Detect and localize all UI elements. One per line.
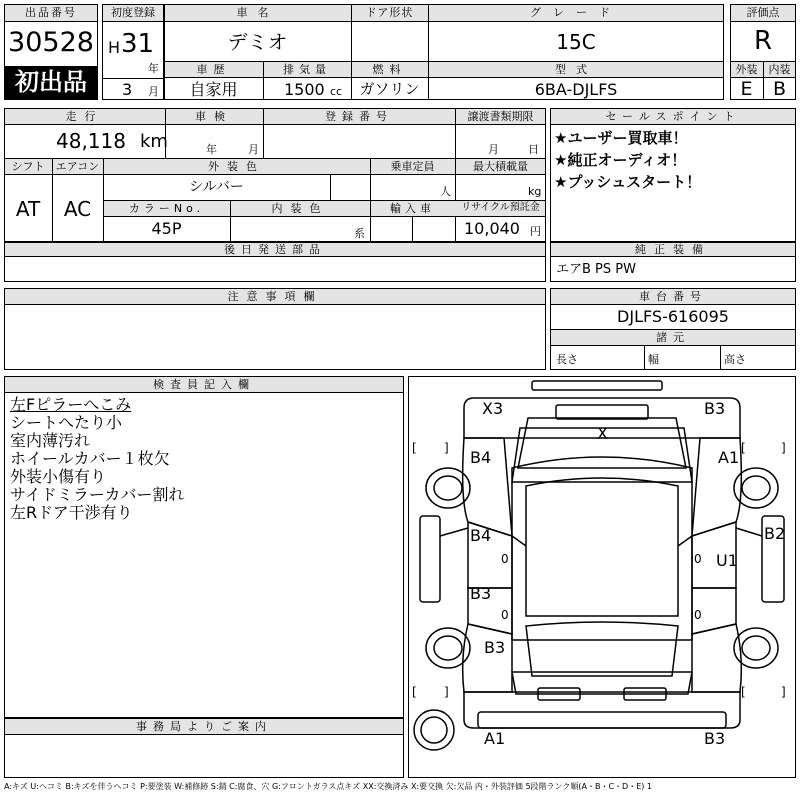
inspector-line: 左Fピラーへこみ	[10, 395, 132, 414]
front-bumper-strip	[532, 381, 662, 390]
lot-number-label: 出品番号	[25, 6, 77, 19]
sales-point: ★純正オーディオ！	[554, 151, 687, 169]
divider	[644, 346, 645, 370]
inspection-month-unit: 月	[248, 143, 259, 156]
exterior-grade: E	[740, 78, 753, 100]
inspector-line: 左Rドア干渉有り	[10, 503, 133, 522]
score-label: 評価点	[746, 6, 780, 19]
era: H	[108, 38, 121, 57]
mark-right-mirror: B2	[764, 524, 786, 543]
reg-number-label: 登録番号	[325, 110, 393, 123]
displacement: 1500	[284, 80, 325, 99]
recycle-fee-unit: 円	[530, 225, 541, 238]
later-parts-label: 後日発送部品	[224, 243, 326, 256]
grade-label: グレード	[530, 6, 622, 19]
divider	[102, 78, 164, 79]
ac: AC	[63, 197, 92, 221]
passengers-unit: 人	[440, 185, 451, 198]
grade: 15C	[556, 30, 596, 54]
bracket-open: [	[412, 441, 417, 455]
mark-rear-right: B3	[704, 729, 726, 748]
zero-mark: 0	[501, 608, 509, 622]
door-label: ドア形状	[365, 6, 414, 19]
width-label: 幅	[648, 353, 659, 366]
left-mirror	[420, 516, 440, 602]
passengers-label: 乗車定員	[390, 160, 435, 173]
mark-windshield: X	[597, 424, 608, 443]
interior-label: 内装	[768, 63, 791, 76]
chassis-label: 車台番号	[639, 290, 707, 303]
rear-bumper	[464, 692, 740, 728]
divider	[412, 217, 413, 242]
reg-month-unit: 月	[148, 85, 159, 98]
bracket-close: ]	[444, 685, 449, 699]
transfer-month-unit: 月	[488, 143, 499, 156]
mark-rear-left: A1	[484, 729, 506, 748]
inspector-label: 検査員記入欄	[153, 378, 255, 391]
mark-left-front-door: B4	[470, 526, 492, 545]
equipment-label: 純正装備	[635, 243, 711, 256]
car-name-label: 車名	[236, 6, 279, 19]
sales-point: ★ユーザー買取車！	[554, 129, 688, 147]
zero-mark: 0	[501, 552, 509, 566]
mileage-label: 走行	[65, 110, 104, 123]
front-grille	[556, 405, 648, 419]
inspector-line: シートへたり小	[10, 413, 123, 432]
spec-label: 諸元	[656, 331, 690, 344]
inspector-line: サイドミラーカバー割れ	[10, 485, 185, 504]
inspection-year-unit: 年	[206, 143, 217, 156]
history-label: 車歴	[196, 63, 231, 76]
rear-left-tire-inner	[434, 636, 462, 660]
notes-label: 注意事項欄	[227, 290, 323, 303]
length-label: 長さ	[556, 353, 578, 366]
first-listing-label: 初出品	[15, 68, 87, 96]
interior-color-label: 内装色	[271, 202, 329, 215]
ac-label: エアコン	[55, 160, 100, 173]
roof	[526, 478, 678, 616]
displacement-unit: cc	[330, 85, 343, 98]
mileage: 48,118	[56, 129, 126, 153]
rear-window	[526, 622, 678, 676]
mark-left-fender: B4	[470, 448, 492, 467]
chassis-number: DJLFS-616095	[617, 307, 729, 326]
mark-right-fender: A1	[718, 448, 740, 467]
sales-points-label: セールスポイント	[605, 110, 741, 123]
inspector-line: 外装小傷有り	[10, 467, 107, 486]
zero-mark: 0	[694, 552, 702, 566]
reg-year-unit: 年	[148, 62, 159, 75]
sales-point: ★プッシュスタート！	[554, 173, 702, 191]
office-label: 事務局よりご案内	[136, 720, 272, 733]
model: 6BA-DJLFS	[534, 80, 618, 99]
inspector-line: ホイールカバー１枚欠	[10, 449, 170, 468]
shift-label: シフト	[11, 160, 45, 173]
rear-right-tire-inner	[742, 636, 770, 660]
bracket-open: [	[741, 685, 746, 699]
transfer-day-unit: 日	[528, 143, 539, 156]
interior-color-unit: 系	[354, 227, 365, 240]
fuel: ガソリン	[359, 80, 420, 98]
bracket-open: [	[741, 441, 746, 455]
right-rear-quarter	[692, 624, 741, 692]
color-number: 45P	[151, 219, 182, 238]
bracket-close: ]	[781, 685, 786, 699]
mark-left-quarter: B3	[484, 638, 506, 657]
reg-year: 31	[121, 29, 155, 59]
shift: AT	[15, 197, 41, 221]
import-label: 輸入車	[390, 202, 435, 215]
fuel-label: 燃料	[372, 63, 407, 76]
exterior-color-label: 外装色	[208, 160, 265, 173]
divider	[720, 346, 721, 370]
front-right-tire-inner	[742, 476, 770, 500]
interior-grade: B	[772, 78, 787, 100]
first-registration-label: 初度登録	[111, 6, 155, 19]
score: R	[753, 26, 773, 56]
max-load-label: 最大積載量	[473, 160, 528, 173]
recycle-fee: 10,040	[464, 219, 520, 238]
color-number-label: カラーNo.	[128, 202, 205, 215]
equipment-value: エアB PS PW	[556, 262, 636, 277]
spare-tire-inner	[421, 717, 447, 743]
zero-mark: 0	[694, 608, 702, 622]
exterior-label: 外装	[735, 63, 758, 76]
front-left-tire-inner	[434, 476, 462, 500]
car-name: デミオ	[227, 30, 288, 54]
left-rear-quarter	[463, 624, 512, 692]
mark-front-left: X3	[482, 399, 504, 418]
rear-bumper-strip	[478, 712, 726, 728]
displacement-label: 排気量	[283, 63, 331, 76]
bracket-close: ]	[444, 441, 449, 455]
max-load-unit: kg	[528, 185, 542, 198]
mark-right-front-door: U1	[716, 551, 738, 570]
inspection-label: 車検	[195, 110, 233, 123]
bracket-open: [	[412, 685, 417, 699]
bracket-close: ]	[781, 441, 786, 455]
height-label: 高さ	[724, 353, 746, 366]
cabin	[512, 457, 692, 640]
model-label: 型式	[555, 63, 597, 76]
exterior-color: シルバー	[189, 179, 244, 195]
divider	[330, 175, 331, 200]
spare-tire	[414, 710, 454, 750]
recycle-label: リサイクル預託金	[461, 202, 540, 213]
transfer-deadline-label: 譲渡書類期限	[467, 110, 534, 123]
mileage-unit: km	[140, 131, 168, 152]
inspector-line: 室内薄汚れ	[10, 431, 91, 450]
mark-front-right: B3	[704, 399, 726, 418]
mark-left-rear-door: B3	[470, 584, 492, 603]
legend: A:キズ U:ヘコミ B:キズを伴うヘコミ P:要塗装 W:補修跡 S:錆 C:腐食、穴 G:フロントガラス点キズ XX:交換済み X:要交換 欠:欠品 内・外装評価 5段階ランク順(A・B・C・D・E) 1	[4, 782, 653, 791]
lot-number: 30528	[8, 27, 94, 58]
reg-month: 3	[122, 80, 133, 99]
history: 自家用	[189, 80, 238, 99]
